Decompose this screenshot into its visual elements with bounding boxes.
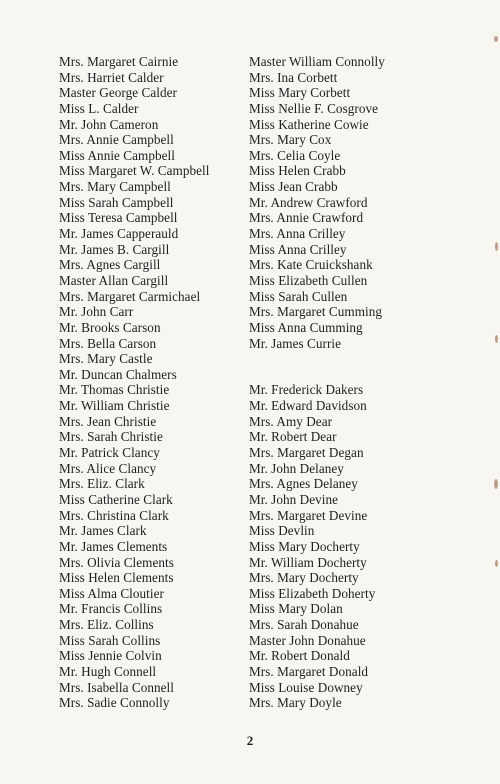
edge-mark <box>495 560 498 567</box>
list-item: Mrs. Margaret Cumming <box>249 304 383 320</box>
page-number: 2 <box>246 733 254 748</box>
list-item: Mr. Brooks Carson <box>59 319 161 335</box>
list-item: Mrs. Agnes Delaney <box>249 476 358 492</box>
list-item: Miss Alma Cloutier <box>59 585 164 601</box>
list-item: Mr. Andrew Crawford <box>249 194 368 210</box>
list-item: Miss Louise Downey <box>249 679 363 695</box>
list-item: Miss Helen Clements <box>59 570 174 586</box>
list-item: Mrs. Sarah Christie <box>59 429 163 445</box>
list-item: Master William Connolly <box>249 54 385 69</box>
list-item: Miss Elizabeth Doherty <box>249 585 376 601</box>
list-item: Mrs. Christina Clark <box>59 507 169 523</box>
list-item: Mr. Edward Davidson <box>249 398 367 414</box>
list-item: Miss Catherine Clark <box>59 491 173 507</box>
list-item: Master John Donahue <box>249 632 366 648</box>
list-item: Mrs. Mary Castle <box>59 351 153 367</box>
list-item: Mrs. Kate Cruickshank <box>249 257 373 273</box>
list-item: Mr. Hugh Connell <box>59 663 157 679</box>
list-item: Mrs. Olivia Clements <box>59 554 174 570</box>
list-item: Mrs. Celia Coyle <box>249 147 341 163</box>
list-item: Mrs. Agnes Cargill <box>59 257 161 273</box>
list-item: Mrs. Eliz. Collins <box>59 617 154 633</box>
list-item: Mr. Duncan Chalmers <box>59 366 177 382</box>
list-item: Mr. James B. Cargill <box>59 241 170 257</box>
list-item: Miss Sarah Campbell <box>59 194 174 210</box>
list-item: Miss Nellie F. Cosgrove <box>249 100 379 116</box>
list-item: Mr. Frederick Dakers <box>249 382 364 398</box>
list-item: Mrs. Isabella Connell <box>59 679 174 695</box>
name-column-right <box>249 54 449 711</box>
list-item: Mrs. Bella Carson <box>59 335 157 351</box>
list-item: Miss Sarah Collins <box>59 632 161 648</box>
list-item: Miss Jennie Colvin <box>59 648 162 664</box>
list-item: Mrs. Mary Cox <box>249 132 332 148</box>
list-item: Miss Jean Crabb <box>249 179 338 195</box>
list-item: Mrs. Margaret Donald <box>249 664 369 679</box>
list-item: Mr. James Currie <box>249 335 341 351</box>
list-item: Mrs. Eliz. Clark <box>59 476 145 492</box>
list-item: Mrs. Anna Crilley <box>249 226 346 242</box>
list-item: Mr. Patrick Clancy <box>59 445 160 461</box>
list-item: Mrs. Annie Crawford <box>249 210 364 226</box>
list-item: Mrs. Mary Campbell <box>59 179 171 195</box>
list-item: Mrs. Sadie Connolly <box>59 695 170 711</box>
list-item: Mrs. Mary Docherty <box>249 570 359 586</box>
list-item: Mr. James Clements <box>59 538 168 554</box>
list-item: Master George Calder <box>59 85 177 101</box>
list-item: Mrs. Mary Doyle <box>249 695 342 711</box>
list-item: Mrs. Margaret Carmichael <box>59 288 201 304</box>
list-item: Miss Anna Cumming <box>249 319 363 335</box>
edge-mark <box>494 479 498 489</box>
list-item: Miss Annie Campbell <box>59 147 175 163</box>
list-item: Mr. Robert Donald <box>249 648 350 664</box>
list-item: Mr. William Docherty <box>249 554 367 570</box>
section-gap <box>249 351 449 382</box>
list-item: Mrs. Amy Dear <box>249 413 333 429</box>
list-item: Miss Margaret W. Campbell <box>59 163 210 179</box>
list-item: Miss Teresa Campbell <box>59 210 178 226</box>
list-item: Miss L. Calder <box>59 100 139 116</box>
list-item: Mrs. Margaret Devine <box>249 507 368 523</box>
list-item: Mrs. Margaret Degan <box>249 445 364 461</box>
list-item: Master Allan Cargill <box>59 272 169 288</box>
list-item: Mr. Thomas Christie <box>59 382 170 398</box>
list-item: Miss Katherine Cowie <box>249 116 369 132</box>
list-item: Mrs. Jean Christie <box>59 413 157 429</box>
list-item: Miss Anna Crilley <box>249 241 347 257</box>
name-column-left <box>59 54 241 711</box>
list-item: Miss Sarah Cullen <box>249 288 348 304</box>
list-item: Mrs. Sarah Donahue <box>249 617 359 633</box>
list-item: Mr. John Devine <box>249 491 339 507</box>
list-item: Mrs. Ina Corbett <box>249 69 338 85</box>
list-item: Miss Mary Docherty <box>249 538 360 554</box>
list-item: Mr. Robert Dear <box>249 429 337 445</box>
edge-mark <box>495 242 498 251</box>
list-item: Mr. Francis Collins <box>59 601 163 617</box>
list-item: Mrs. Annie Campbell <box>59 132 174 148</box>
list-item: Mr. James Capperauld <box>59 226 179 242</box>
list-item: Mrs. Margaret Cairnie <box>59 54 179 69</box>
list-item: Miss Elizabeth Cullen <box>249 272 368 288</box>
list-item: Mr. John Carr <box>59 304 134 320</box>
list-item: Mr. John Cameron <box>59 116 159 132</box>
list-item: Miss Mary Corbett <box>249 85 351 101</box>
list-item: Mr. William Christie <box>59 398 170 414</box>
list-item: Miss Helen Crabb <box>249 163 346 179</box>
list-item: Mrs. Harriet Calder <box>59 69 164 85</box>
list-item: Mr. James Clark <box>59 523 147 539</box>
list-item: Mr. John Delaney <box>249 460 344 476</box>
edge-mark <box>494 36 498 42</box>
list-item: Miss Devlin <box>249 523 315 539</box>
edge-mark <box>495 335 498 343</box>
list-item: Mrs. Alice Clancy <box>59 460 157 476</box>
list-item: Miss Mary Dolan <box>249 601 343 617</box>
